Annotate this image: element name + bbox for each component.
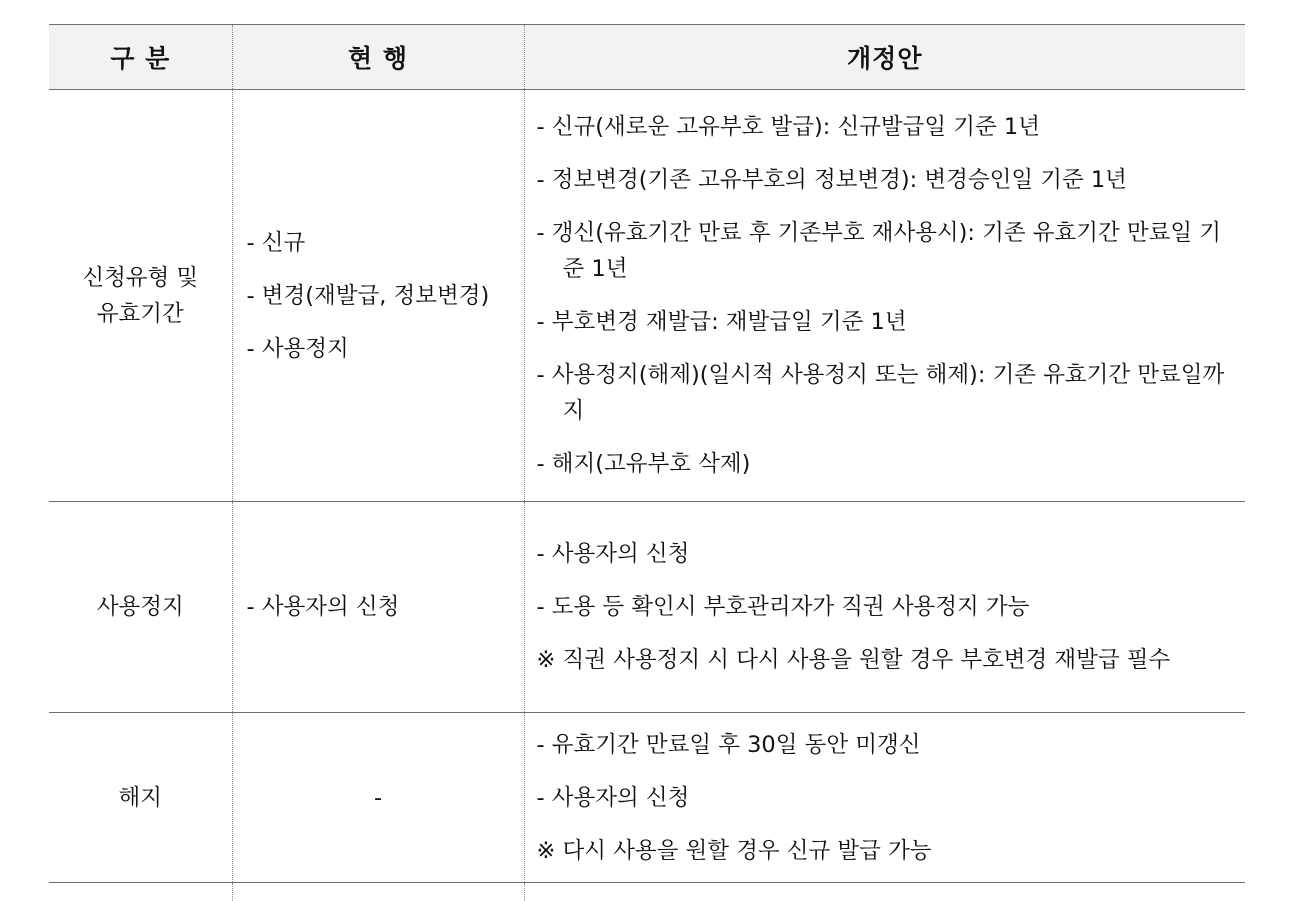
revised-item: - 도용 등 확인시 부호관리자가 직권 사용정지 가능 (536, 594, 1030, 620)
header-category: 구 분 (49, 25, 232, 90)
revised-note: ※ 직권 사용정지 시 다시 사용을 원할 경우 부호변경 재발급 필수 (536, 647, 1171, 673)
revised-item: - 사용자의 신청 (536, 541, 690, 567)
cut-cell (232, 883, 524, 901)
revised-item: - 사용정지(해제)(일시적 사용정지 또는 해제): 기존 유효기간 만료일까지 (536, 362, 1225, 424)
table-row-cut-off (49, 883, 1245, 901)
row-category-line: 유효기간 (96, 300, 184, 327)
cut-cell (524, 883, 1245, 901)
row-current-cell (232, 713, 524, 883)
cut-cell (49, 883, 232, 901)
revised-item: - 해지(고유부호 삭제) (536, 451, 751, 477)
row-category-line: 사용정지 (96, 594, 184, 620)
table-row (49, 713, 1245, 883)
header-current: 현 행 (232, 25, 524, 90)
revised-item: - 유효기간 만료일 후 30일 동안 미갱신 (536, 731, 921, 758)
row-category-cell (49, 502, 232, 713)
table-row (49, 502, 1245, 713)
current-item: - (373, 784, 383, 811)
table-row (49, 90, 1245, 502)
revised-item: - 사용자의 신청 (536, 784, 690, 811)
row-category-cell (49, 90, 232, 502)
row-category-line: 신청유형 및 (82, 264, 199, 291)
row-current-cell (232, 502, 524, 713)
current-item: - 사용자의 신청 (246, 594, 400, 620)
row-revised-cell (524, 90, 1245, 502)
row-category-line: 해지 (118, 784, 162, 811)
row-revised-cell (524, 502, 1245, 713)
current-item: - 사용정지 (246, 335, 349, 362)
revised-item: - 갱신(유효기간 만료 후 기존부호 재사용시): 기존 유효기간 만료일 기준 1년 (536, 220, 1221, 282)
current-item: - 신규 (246, 229, 306, 256)
revised-item: - 부호변경 재발급: 재발급일 기준 1년 (536, 309, 907, 335)
row-revised-cell (524, 713, 1245, 883)
revised-note: ※ 다시 사용을 원할 경우 신규 발급 가능 (536, 837, 932, 864)
current-item: - 변경(재발급, 정보변경) (246, 282, 490, 309)
header-revised: 개정안 (524, 25, 1245, 90)
row-category-cell (49, 713, 232, 883)
revised-item: - 정보변경(기존 고유부호의 정보변경): 변경승인일 기준 1년 (536, 167, 1127, 193)
row-current-cell (232, 90, 524, 502)
comparison-table (49, 24, 1245, 901)
header-row (49, 25, 1245, 90)
revised-item: - 신규(새로운 고유부호 발급): 신규발급일 기준 1년 (536, 114, 1040, 140)
